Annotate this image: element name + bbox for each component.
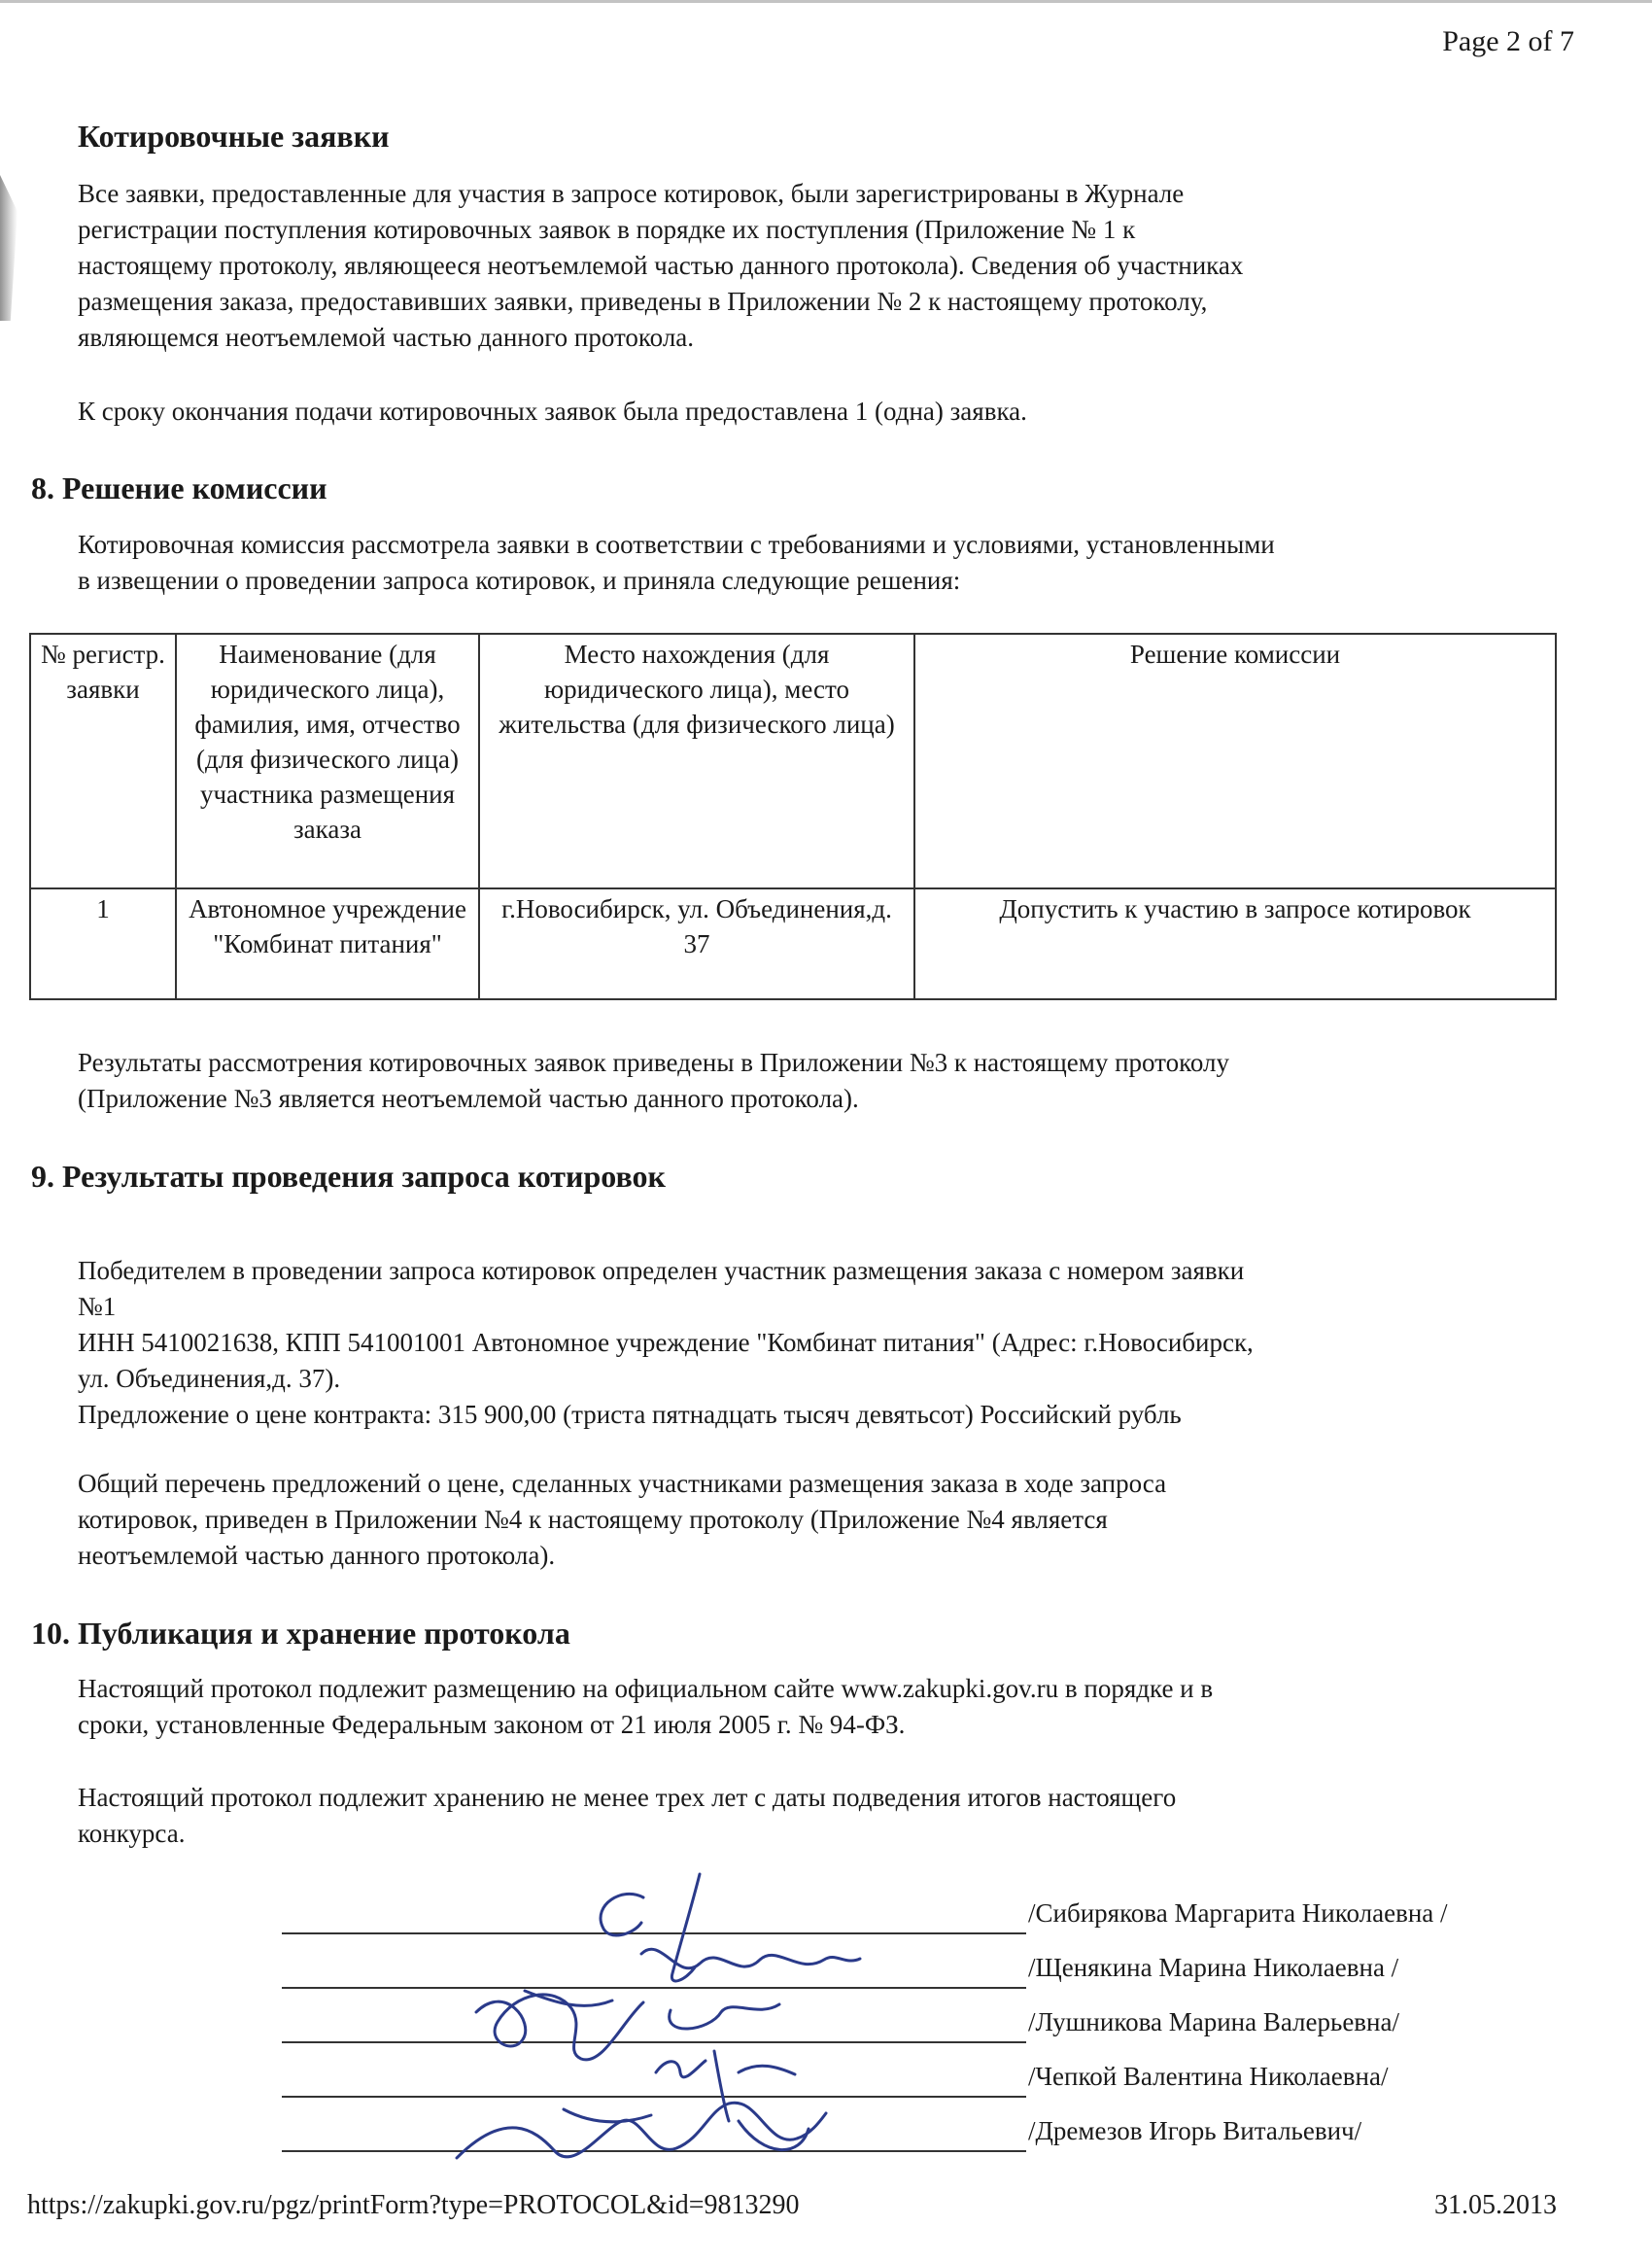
cell-location: г.Новосибирск, ул. Объединения,д. 37	[479, 888, 914, 999]
text-line: №1	[78, 1292, 117, 1321]
section-7-title: Котировочные заявки	[78, 119, 390, 154]
text-line: ИНН 5410021638, КПП 541001001 Автономное учреждение "Комбинат питания" (Адрес: г.Новосибирск,	[78, 1328, 1254, 1357]
cell-decision: Допустить к участию в запросе котировок	[914, 888, 1556, 999]
page-number: Page 2 of 7	[1442, 25, 1574, 57]
text-line: Котировочная комиссия рассмотрела заявки в соответствии с требованиями и условиями, установленными	[78, 530, 1275, 559]
text-line: котировок, приведен в Приложении №4 к настоящему протоколу (Приложение №4 является	[78, 1505, 1108, 1534]
header-reg-number: № регистр. заявки	[30, 634, 176, 888]
text-line: Настоящий протокол подлежит хранению не менее трех лет с даты подведения итогов настоящего	[78, 1783, 1177, 1812]
text-line: настоящему протоколу, являющееся неотъемлемой частью данного протокола). Сведения об участниках	[78, 251, 1244, 280]
text-line: Настоящий протокол подлежит размещению на официальном сайте www.zakupki.gov.ru в порядке и в	[78, 1674, 1214, 1703]
header-location: Место нахождения (для юридического лица), место жительства (для физического лица)	[479, 634, 914, 888]
text-line: сроки, установленные Федеральным законом от 21 июля 2005 г. № 94-ФЗ.	[78, 1710, 906, 1739]
text-line: регистрации поступления котировочных заявок в порядке их поступления (Приложение № 1 к	[78, 215, 1136, 244]
section-8-title: 8. Решение комиссии	[31, 470, 327, 505]
text-line: Предложение о цене контракта: 315 900,00 (триста пятнадцать тысяч девятьсот) Российский рубль	[78, 1400, 1182, 1429]
section-10-title: 10. Публикация и хранение протокола	[31, 1616, 570, 1651]
signatory-name: /Лушникова Марина Валерьевна/	[1028, 2007, 1399, 2036]
section-9-winner	[78, 1253, 1574, 1433]
footer-url: https://zakupki.gov.ru/pgz/printForm?type=PROTOCOL&id=9813290	[27, 2190, 800, 2220]
text-line: Результаты рассмотрения котировочных заявок приведены в Приложении №3 к настоящему протоколу	[78, 1048, 1229, 1077]
text-line: конкурса.	[78, 1819, 186, 1848]
table-row	[30, 888, 1556, 999]
signatory-name: /Дремезов Игорь Витальевич/	[1028, 2116, 1362, 2145]
text-line: являющемся неотъемлемой частью данного протокола.	[78, 323, 695, 352]
handwritten-signatures	[418, 1866, 904, 2187]
signatory-name: /Щенякина Марина Николаевна /	[1028, 1953, 1399, 1982]
cell-participant-name: Автономное учреждение "Комбинат питания"	[176, 888, 479, 999]
text-line: неотъемлемой частью данного протокола).	[78, 1541, 556, 1570]
text-line: Победителем в проведении запроса котировок определен участник размещения заказа с номером заявки	[78, 1256, 1245, 1285]
text-line: Все заявки, предоставленные для участия в запросе котировок, были зарегистрированы в Журнале	[78, 179, 1185, 208]
header-participant-name: Наименование (для юридического лица), фамилия, имя, отчество (для физического лица) участника размещения заказа	[176, 634, 479, 888]
section-7-summary: К сроку окончания подачи котировочных заявок была предоставлена 1 (одна) заявка.	[78, 397, 1027, 426]
section-10-storage	[78, 1780, 1574, 1852]
section-9-title: 9. Результаты проведения запроса котировок	[31, 1159, 666, 1194]
section-9-offers	[78, 1466, 1574, 1574]
text-line: ул. Объединения,д. 37).	[78, 1364, 341, 1393]
decision-table	[29, 633, 1557, 1000]
text-line: Общий перечень предложений о цене, сделанных участниками размещения заказа в ходе запроса	[78, 1469, 1167, 1498]
text-line: в извещении о проведении запроса котировок, и приняла следующие решения:	[78, 566, 961, 595]
footer-date: 31.05.2013	[1434, 2190, 1557, 2220]
section-8-intro	[78, 527, 1574, 599]
scan-top-edge	[0, 0, 1652, 3]
text-line: (Приложение №3 является неотъемлемой частью данного протокола).	[78, 1084, 859, 1113]
signatory-name: /Чепкой Валентина Николаевна/	[1028, 2062, 1389, 2091]
text-line: размещения заказа, предоставивших заявки, приведены в Приложении № 2 к настоящему протоколу,	[78, 287, 1208, 316]
header-decision: Решение комиссии	[914, 634, 1556, 888]
section-8-results	[78, 1045, 1574, 1117]
scan-shadow	[0, 175, 17, 321]
cell-reg-number: 1	[30, 888, 176, 999]
section-10-publication	[78, 1671, 1574, 1743]
table-header-row	[30, 634, 1556, 888]
section-7-paragraph	[78, 176, 1574, 356]
signatory-name: /Сибирякова Маргарита Николаевна /	[1028, 1898, 1448, 1928]
